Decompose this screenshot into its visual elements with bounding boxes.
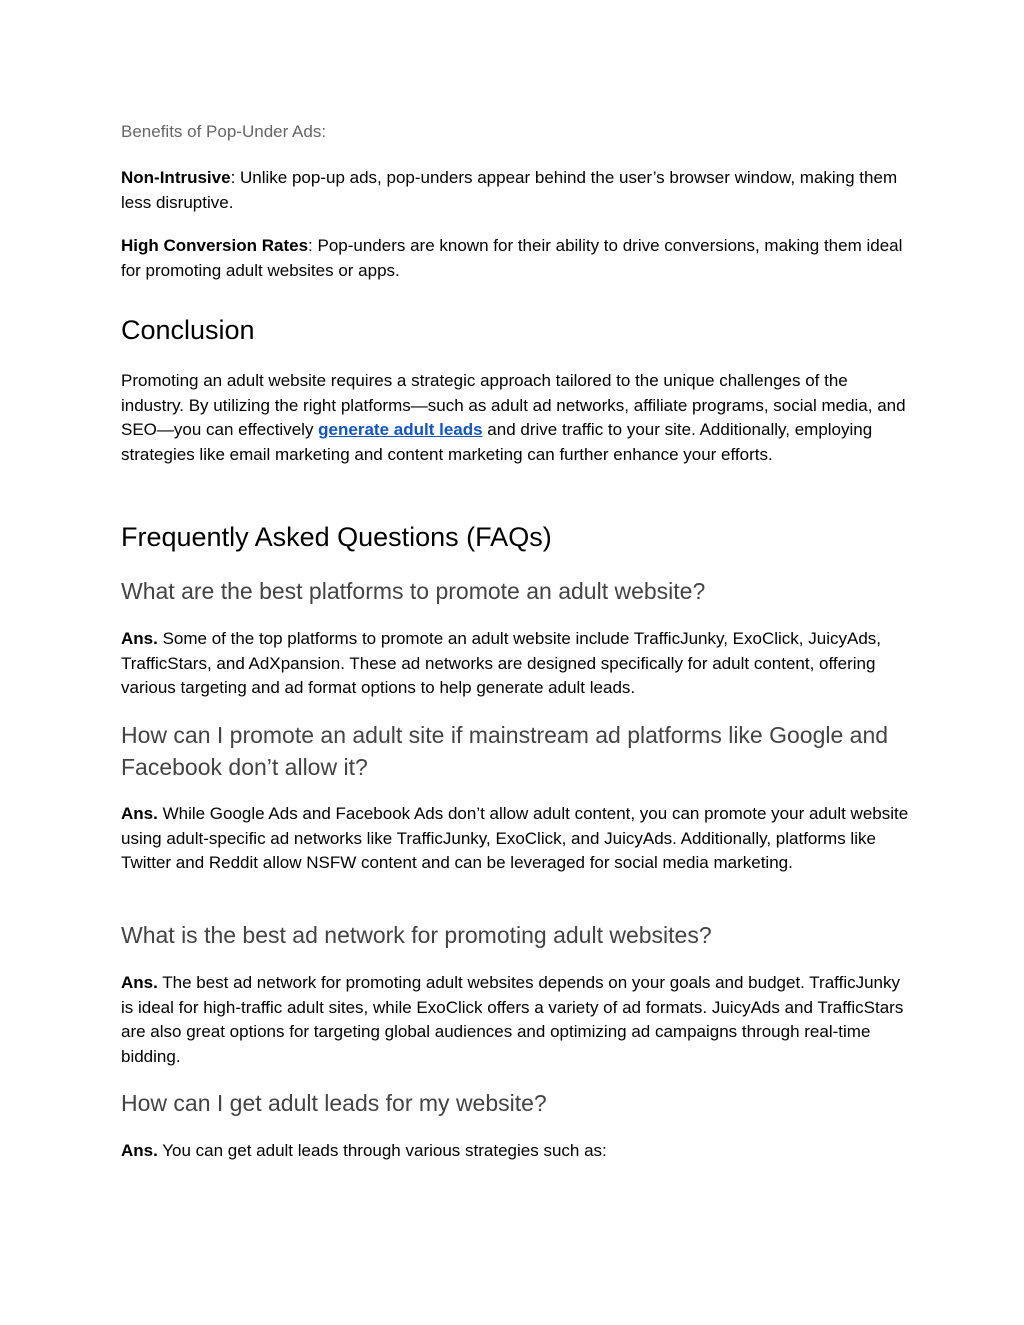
conclusion-paragraph [121,369,911,467]
benefit-term: Non-Intrusive [121,168,231,187]
faq-question-4: How can I get adult leads for my website? [121,1090,547,1116]
answer-text: The best ad network for promoting adult websites depends on your goals and budget. TrafficJunky is ideal for high-traffic adult sites, while ExoClick offers a variety of ad formats. JuicyAds and TrafficStars are also great options for targeting global audiences and optimizing ad campaigns through real-time bidding. [121,973,904,1066]
faq-question-1: What are the best platforms to promote an adult website? [121,578,706,604]
faq-question-2: How can I promote an adult site if mainstream ad platforms like Google and Facebook don’t allow it? [121,722,889,780]
conclusion-text-end: and drive traffic to your site. Additionally, employing strategies like email marketing and content marketing can further enhance your efforts. [121,420,873,464]
faq-heading: Frequently Asked Questions (FAQs) [121,522,552,552]
benefits-heading: Benefits of Pop-Under Ads: [121,122,327,141]
faq-question-3: What is the best ad network for promoting adult websites? [121,922,712,948]
ans-label: Ans. [121,629,158,648]
generate-adult-leads-link[interactable]: generate adult leads [318,420,483,439]
answer-text: While Google Ads and Facebook Ads don’t allow adult content, you can promote your adult website using adult-specific ad networks like TrafficJunky, ExoClick, and JuicyAds. Additionally, platforms like Twitter and Reddit allow NSFW content and can be leveraged for social media marketing. [121,804,909,872]
conclusion-text-start: Promoting an adult website requires a strategic approach tailored to the unique challenges of the industry. By utilizing the right platforms—such as adult ad networks, affiliate programs, social media, and SEO—you can effectively [121,371,906,439]
benefit-text: : Unlike pop-up ads, pop-unders appear behind the user’s browser window, making them less disruptive. [121,168,898,212]
faq-answer-2 [121,802,911,876]
faq-answer-4 [121,1139,911,1164]
faq-answer-1 [121,627,911,701]
benefit-non-intrusive [121,166,911,215]
ans-label: Ans. [121,973,158,992]
benefit-text: : Pop-unders are known for their ability to drive conversions, making them ideal for promoting adult websites or apps. [121,236,903,280]
answer-text: You can get adult leads through various strategies such as: [157,1141,607,1160]
ans-label: Ans. [121,804,158,823]
conclusion-heading: Conclusion [121,315,255,345]
benefit-term: High Conversion Rates [121,236,309,255]
answer-text: Some of the top platforms to promote an adult website include TrafficJunky, ExoClick, JuicyAds, TrafficStars, and AdXpansion. These ad networks are designed specifically for adult content, offering various targeting and ad format options to help generate adult leads. [121,629,881,697]
benefit-high-conversion [121,234,911,283]
ans-label: Ans. [121,1141,158,1160]
faq-answer-3 [121,971,911,1069]
